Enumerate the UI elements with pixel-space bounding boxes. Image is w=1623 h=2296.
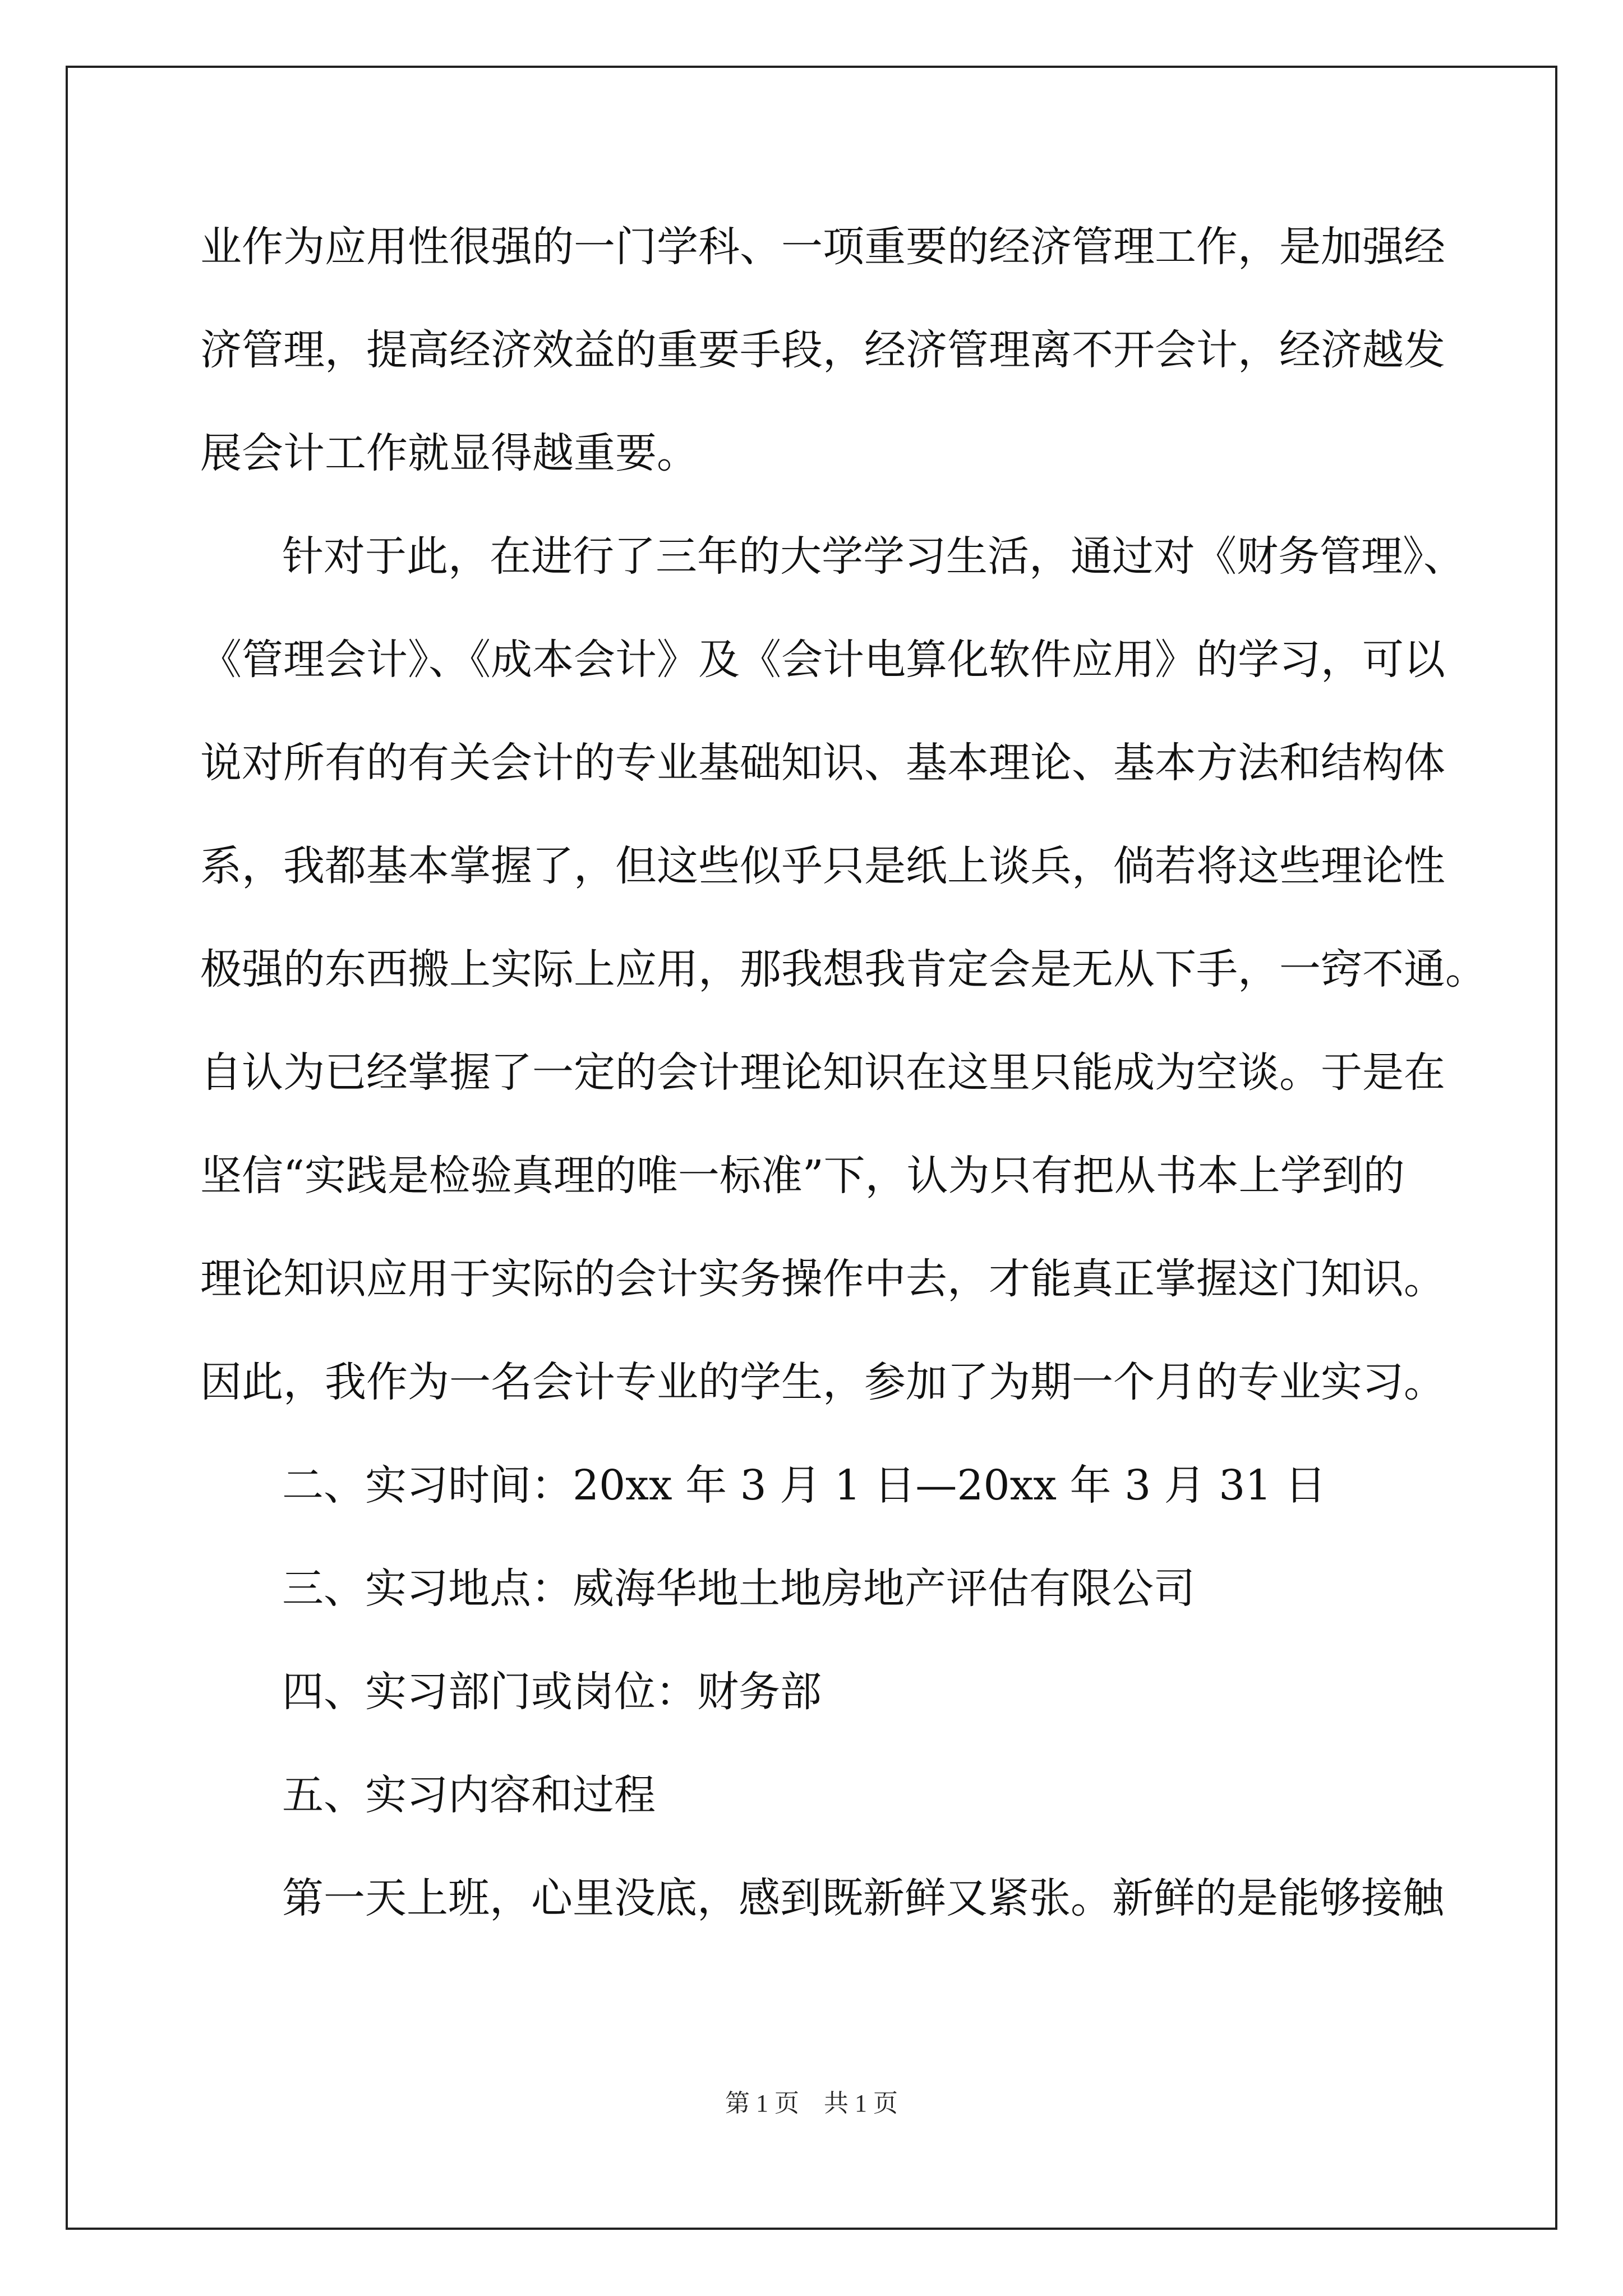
section-heading: 二、实习时间：20xx 年 3 月 1 日—20xx 年 3 月 31 日 — [282, 1461, 1326, 1510]
text-line: 展会计工作就显得越重要。 — [200, 429, 698, 477]
section-heading: 四、实习部门或岗位：财务部 — [282, 1668, 822, 1716]
text-line: 《管理会计》、《成本会计》及《会计电算化软件应用》的学习，可以 — [200, 636, 1445, 684]
section-heading: 三、实习地点：威海华地土地房地产评估有限公司 — [282, 1565, 1195, 1613]
text-line: 第一天上班，心里没底，感到既新鲜又紧张。新鲜的是能够接触 — [282, 1874, 1444, 1922]
text-line: 业作为应用性很强的一门学科、一项重要的经济管理工作，是加强经 — [200, 223, 1445, 271]
text-line: 针对于此，在进行了三年的大学学习生活，通过对《财务管理》、 — [282, 532, 1465, 581]
text-line: 坚信“实践是检验真理的唯一标准”下，认为只有把从书本上学到的 — [200, 1152, 1405, 1200]
page-footer: 第 1 页 共 1 页 — [725, 2090, 898, 2117]
text-line: 极强的东西搬上实际上应用，那我想我肯定会是无从下手，一窍不通。 — [200, 945, 1487, 993]
text-line: 因此，我作为一名会计专业的学生，参加了为期一个月的专业实习。 — [200, 1358, 1445, 1406]
section-heading: 五、实习内容和过程 — [282, 1771, 656, 1819]
text-line: 说对所有的有关会计的专业基础知识、基本理论、基本方法和结构体 — [200, 739, 1445, 787]
text-line: 理论知识应用于实际的会计实务操作中去，才能真正掌握这门知识。 — [200, 1255, 1445, 1303]
text-line: 系，我都基本掌握了，但这些似乎只是纸上谈兵，倘若将这些理论性 — [200, 842, 1445, 890]
text-line: 自认为已经掌握了一定的会计理论知识在这里只能成为空谈。于是在 — [200, 1048, 1445, 1097]
text-line: 济管理，提高经济效益的重要手段，经济管理离不开会计，经济越发 — [200, 326, 1445, 374]
